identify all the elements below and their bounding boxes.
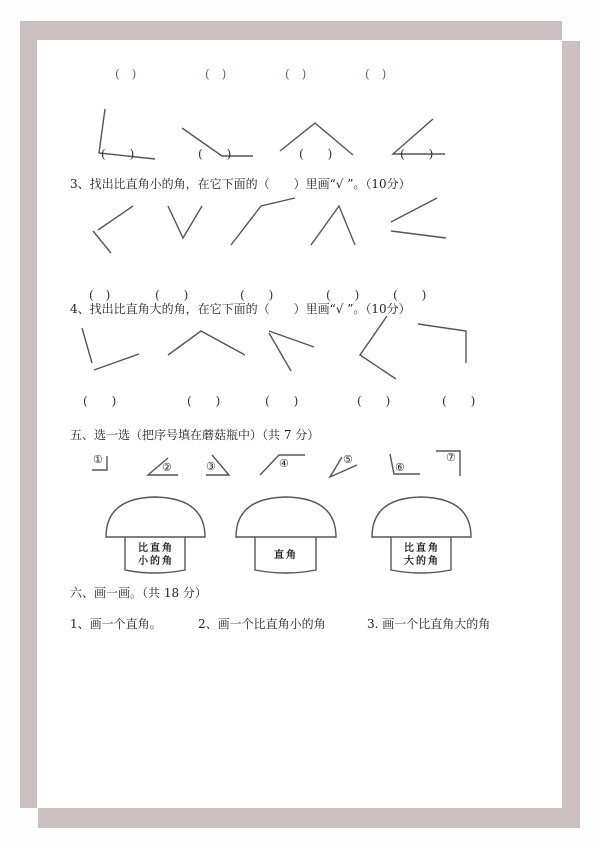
answer-paren[interactable]: ( ) bbox=[115, 67, 137, 81]
question-4-prompt: 4、找出比直角大的角，在它下面的（ ）里画“√ ”。（10分） bbox=[70, 302, 411, 316]
answer-paren[interactable]: ( ) bbox=[442, 394, 476, 408]
answer-paren[interactable]: ( ) bbox=[155, 288, 189, 302]
answer-paren[interactable]: ( ) bbox=[187, 394, 221, 408]
angle-label-7: ⑦ bbox=[446, 451, 456, 464]
answer-paren[interactable]: ( ) bbox=[240, 288, 274, 302]
angle-figure bbox=[98, 206, 133, 230]
mushroom-label-smaller bbox=[125, 542, 187, 568]
angle-figure bbox=[231, 198, 295, 245]
angle-label-3: ③ bbox=[206, 460, 216, 473]
answer-paren[interactable]: ( ) bbox=[357, 394, 391, 408]
answer-paren[interactable]: ( ) bbox=[89, 288, 111, 302]
draw-task-3: 3. 画一个比直角大的角 bbox=[367, 617, 491, 631]
angle-figure bbox=[418, 324, 466, 363]
answer-paren[interactable]: ( ) bbox=[299, 147, 333, 161]
mushroom-label-line: 比直角 bbox=[138, 543, 174, 554]
angle-label-2: ② bbox=[162, 461, 172, 474]
question-3-prompt: 3、找出比直角小的角，在它下面的（ ）里画“√ ”。（10分） bbox=[70, 177, 411, 191]
mushroom-label-line: 直角 bbox=[274, 550, 298, 561]
section-5-title: 五、选一选（把序号填在蘑菇瓶中）（共 7 分） bbox=[70, 428, 320, 442]
answer-paren[interactable]: ( ) bbox=[365, 67, 387, 81]
answer-paren[interactable]: ( ) bbox=[101, 147, 135, 161]
angle-label-1: ① bbox=[93, 453, 103, 466]
angle-label-5: ⑤ bbox=[343, 453, 353, 466]
angle-figure bbox=[168, 331, 245, 355]
answer-paren[interactable]: ( ) bbox=[205, 67, 227, 81]
draw-task-1: 1、画一个直角。 bbox=[70, 617, 162, 631]
mushroom-label-line: 比直角 bbox=[404, 543, 440, 554]
mushroom-label-line: 小的角 bbox=[138, 556, 174, 567]
answer-paren[interactable]: ( ) bbox=[326, 288, 360, 302]
answer-paren[interactable]: ( ) bbox=[285, 67, 307, 81]
answer-paren[interactable]: ( ) bbox=[393, 288, 427, 302]
angle-label-6: ⑥ bbox=[395, 461, 405, 474]
answer-paren[interactable]: ( ) bbox=[265, 394, 299, 408]
answer-paren[interactable]: ( ) bbox=[83, 394, 117, 408]
section-6-title: 六、画一画。（共 18 分） bbox=[70, 586, 207, 600]
draw-task-2: 2、画一个比直角小的角 bbox=[198, 617, 326, 631]
angle-figure bbox=[269, 333, 291, 371]
mushroom-label-larger bbox=[391, 542, 453, 568]
answer-paren[interactable]: ( ) bbox=[198, 147, 232, 161]
mushroom-label-right bbox=[255, 549, 317, 562]
answer-paren[interactable]: ( ) bbox=[400, 147, 434, 161]
angle-figure bbox=[311, 206, 355, 245]
angle-figure bbox=[360, 316, 396, 379]
angle-figure bbox=[168, 206, 202, 238]
angle-label-4: ④ bbox=[279, 457, 289, 470]
mushroom-label-line: 大的角 bbox=[404, 556, 440, 567]
